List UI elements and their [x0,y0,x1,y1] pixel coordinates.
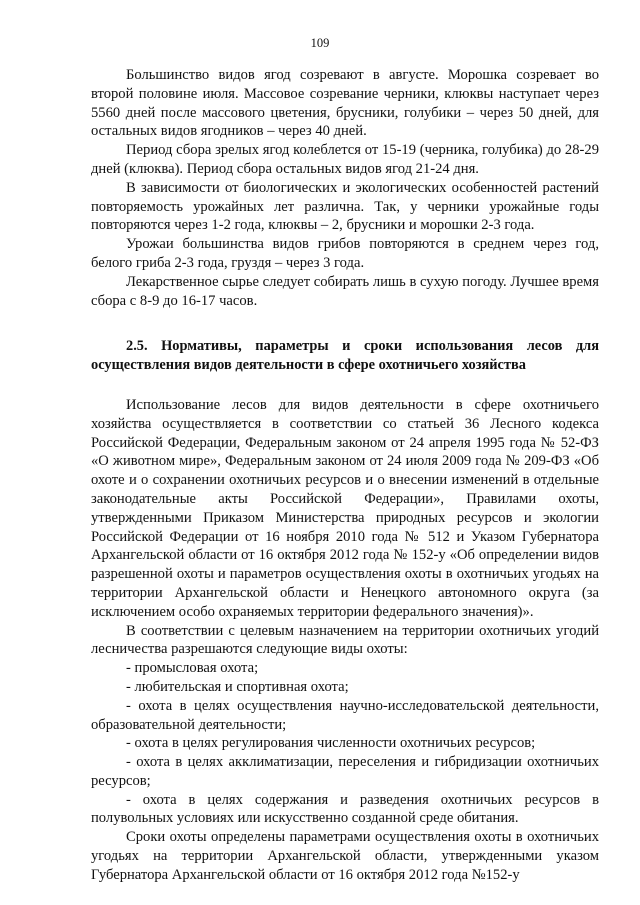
paragraph-hunting-types-intro: В соответствии с целевым назначением на территории охотничьих угодий лесничества разрешаются следующие виды охоты: [91,622,599,658]
list-item-acclimatization-hunting: - охота в целях акклиматизации, переселения и гибридизации охотничьих ресурсов; [91,754,599,789]
list-item-research-hunting: - охота в целях осуществления научно-исследовательской деятельности, образовательной деятельности; [91,697,599,733]
paragraph-hunting-terms: Сроки охоты определены параметрами осуществления охоты в охотничьих угодьях на территории Архангельской области, утвержденными указом Губернатора Архангельской области от 16 октября 2012 года №152-у [91,829,599,883]
paragraph-yield-recurrence: В зависимости от биологических и экологических особенностей растений повторяемость урожайных лет различна. Так, у черники урожайные годы повторяются через 1-2 года, клюквы – 2, брусники и морошки 2-3 года. [91,179,599,234]
list-item-breeding-hunting: - охота в целях содержания и разведения охотничьих ресурсов в полувольных условиях или искусственно созданной среде обитания. [91,791,599,827]
paragraph-mushroom-yields: Урожаи большинства видов грибов повторяются в среднем через год, белого гриба 2-3 года, груздя – через 3 года. [91,236,599,271]
text-column [91,66,599,885]
list-item-amateur-hunting: - любительская и спортивная охота; [126,678,349,695]
paragraph-berry-ripening: Большинство видов ягод созревают в августе. Морошка созревает во второй половине июля. Массовое созревание черники, клюквы наступает через 5560 дней после массового цветения, брусники, голубики – через 50 дней, для остальных видов ягодников – через 40 дней. [91,67,599,140]
paragraph-legal-basis: Использование лесов для видов деятельности в сфере охотничьего хозяйства осуществляется в соответствии со статьей 36 Лесного кодекса Российской Федерации, Федеральным законом от 24 апреля 1995 года № 52-ФЗ «О животном мире», Федеральным законом от 24 июля 2009 года № 209-ФЗ «Об охоте и о сохранении охотничьих ресурсов и о внесении изменений в отдельные законодательные акты Российской Федерации», Правилами охоты, утвержденными Приказом Министерства природных ресурсов и экологии Российской Федерации от 16 ноября 2010 года № 512 и Указом Губернатора Архангельской области от 16 октября 2012 года № 152-у «Об определении видов разрешенной охоты и параметров осуществления охоты в охотничьих угодьях на территории Архангельской области и Ненецкого автономного округа (за исключением особо охраняемых территории федерального значения)». [91,396,599,620]
list-item-commercial-hunting: - промысловая охота; [126,660,259,677]
paragraph-medicinal-raw-materials: Лекарственное сырье следует собирать лишь в сухую погоду. Лучшее время сбора с 8-9 до 16-17 часов. [91,273,599,309]
page-number: 109 [310,36,330,50]
section-heading: 2.5. Нормативы, параметры и сроки использования лесов для осуществления видов деятельности в сфере охотничьего хозяйства [91,338,599,374]
list-item-regulation-hunting: - охота в целях регулирования численности охотничьих ресурсов; [126,735,536,752]
paragraph-berry-harvest-period: Период сбора зрелых ягод колеблется от 15-19 (черника, голубика) до 28-29 дней (клюква). Период сбора остальных видов ягод 21-24 дня. [91,142,599,177]
